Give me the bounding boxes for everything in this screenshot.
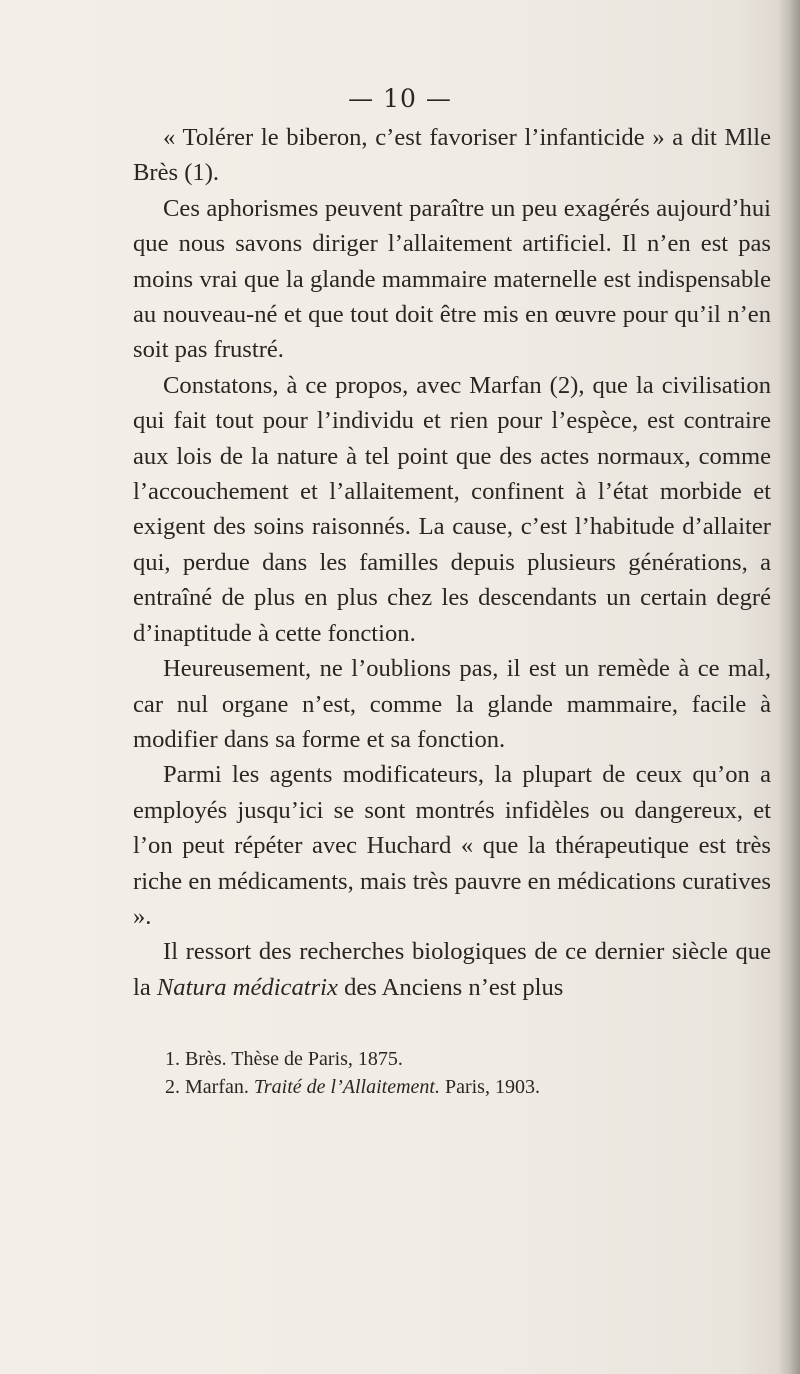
latin-phrase: Natura médicatrix (156, 973, 338, 1001)
paragraph-2: Ces aphorismes peuvent paraître un peu exagérés aujourd’hui que nous savons diriger l’allaitement artificiel. Il n’en est pas moins vrai que la glande mammaire maternelle est indispensable au nouveau-né et que tout doit être mis en œuvre pour qu’il n’en soit pas frustré. (133, 194, 771, 364)
footnotes (165, 1045, 765, 1101)
footnote-1: 1. Brès. Thèse de Paris, 1875. (165, 1048, 403, 1070)
paragraph-6: Il ressort des recherches biologiques de ce dernier siècle que la Natura médicatrix des Anciens n’est plus (133, 938, 771, 1001)
body-text (133, 120, 771, 1005)
book-title: Traité de l’Allaitement. (253, 1076, 440, 1098)
paragraph-3: Constatons, à ce propos, avec Marfan (2), que la civilisation qui fait tout pour l’individu et rien pour l’espèce, est contraire aux lois de la nature à tel point que des actes normaux, comme l’accouchement et l’allaitement, confinent à l’état morbide et exigent des soins raisonnés. La cause, c’est l’habitude d’allaiter qui, perdue dans les familles depuis plusieurs générations, a entraîné de plus en plus chez les descendants un certain degré d’inaptitude à cette fonction. (133, 371, 771, 647)
paragraph-1: « Tolérer le biberon, c’est favoriser l’infanticide » a dit Mlle Brès (1). (133, 124, 771, 187)
footnote-2: 2. Marfan. Traité de l’Allaitement. Paris, 1903. (165, 1076, 540, 1098)
page-number: — 10 — (348, 84, 452, 113)
paragraph-5: Parmi les agents modificateurs, la plupart de ceux qu’on a employés jusqu’ici se sont montrés infidèles ou dangereux, et l’on peut répéter avec Huchard « que la thérapeutique est très riche en médicaments, mais très pauvre en médications curatives ». (133, 761, 771, 930)
page-edge-shadow (778, 0, 800, 1374)
paragraph-4: Heureusement, ne l’oublions pas, il est un remède à ce mal, car nul organe n’est, comme la glande mammaire, facile à modifier dans sa forme et sa fonction. (133, 655, 771, 753)
